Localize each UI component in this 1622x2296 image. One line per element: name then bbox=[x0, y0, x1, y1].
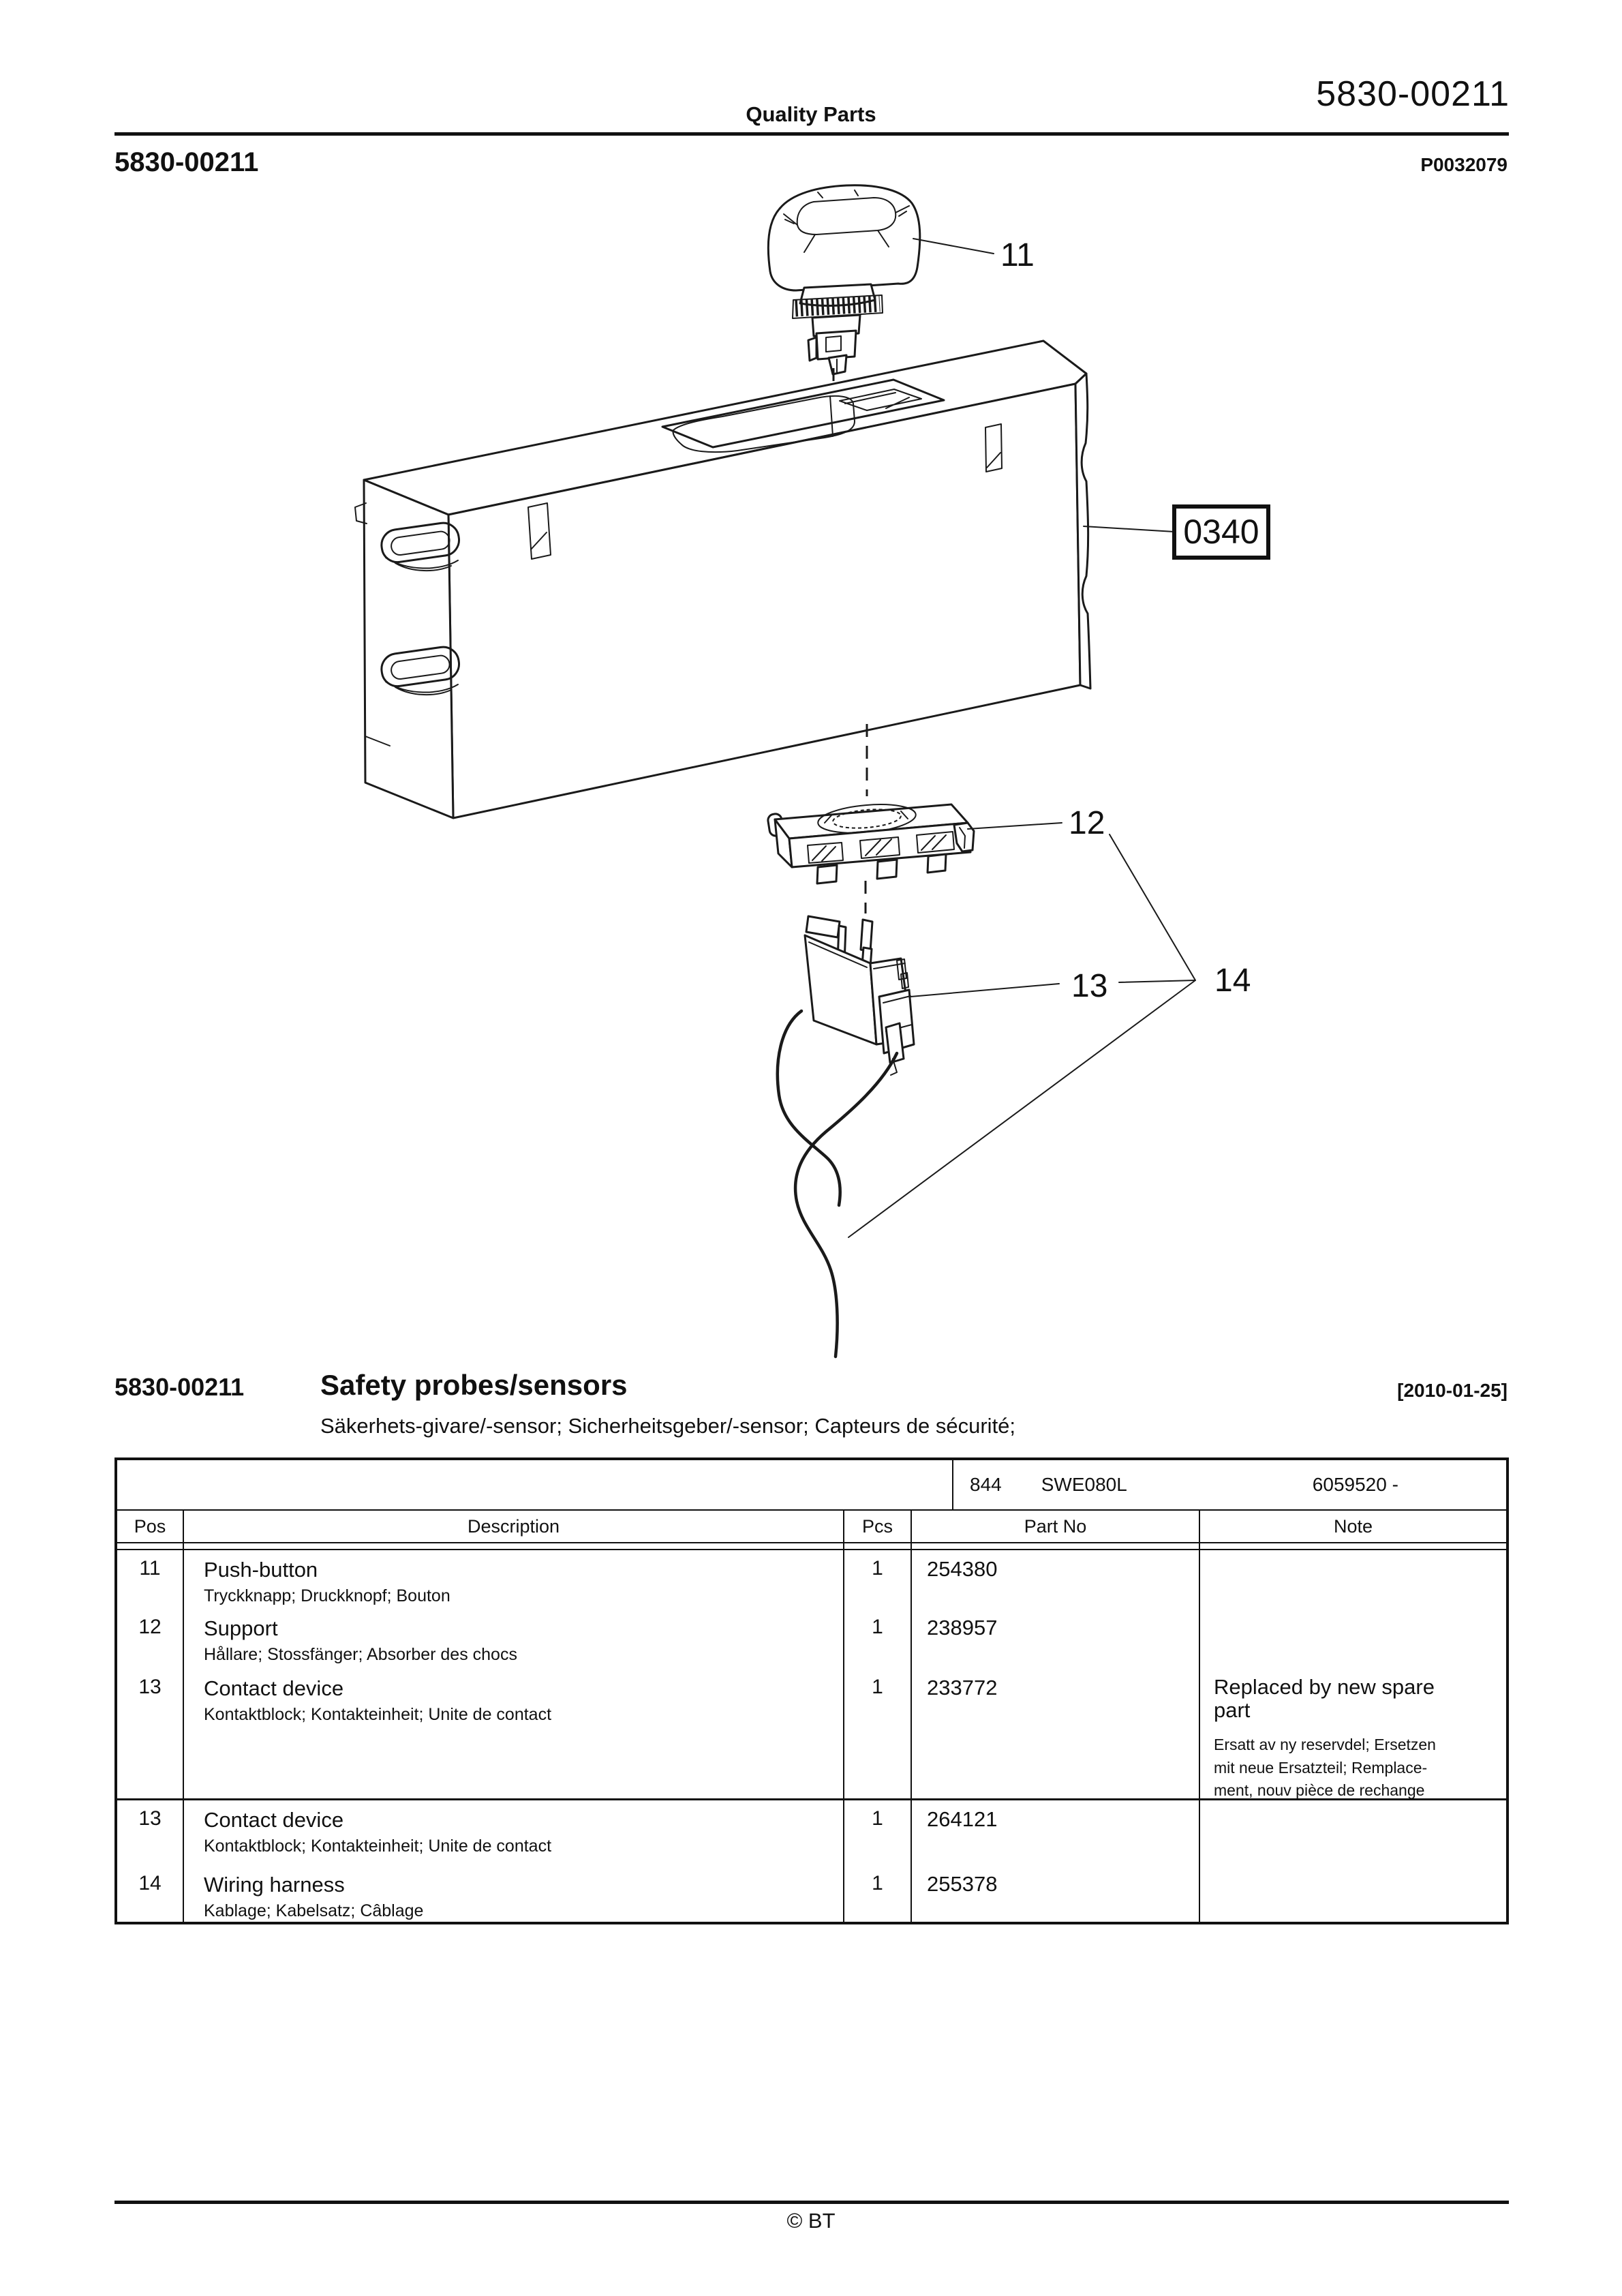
table-row bbox=[117, 1609, 1506, 1669]
note-sub-line: mit neue Ersatzteil; Remplace- bbox=[1214, 1758, 1428, 1777]
push-button-drawing bbox=[768, 185, 919, 374]
table-row bbox=[117, 1800, 1506, 1865]
cell-pos: 13 bbox=[117, 1669, 184, 1802]
description-sub: Tryckknapp; Druckknopf; Bouton bbox=[204, 1586, 450, 1605]
col-header-partno: Part No bbox=[912, 1511, 1200, 1542]
table-row bbox=[117, 1550, 1506, 1609]
contact-device-drawing bbox=[805, 916, 914, 1075]
image-ref: P0032079 bbox=[1420, 154, 1508, 175]
callout-12: 12 bbox=[1069, 805, 1105, 841]
section-title: Safety probes/sensors bbox=[320, 1369, 628, 1401]
note-main: Replaced by new spare part bbox=[1214, 1675, 1435, 1722]
cell-pcs: 1 bbox=[844, 1865, 912, 1922]
frame-ref-box bbox=[1174, 507, 1268, 558]
table-row bbox=[117, 1669, 1506, 1798]
note-sub-line: Ersatt av ny reservdel; Ersetzen bbox=[1214, 1736, 1436, 1753]
table-row bbox=[117, 1865, 1506, 1922]
callout-14: 14 bbox=[1214, 963, 1251, 999]
serial-range: 6059520 - bbox=[1312, 1474, 1398, 1495]
description-main: Push-button bbox=[204, 1558, 318, 1582]
description-main: Contact device bbox=[204, 1676, 344, 1700]
frame-ref-label: 0340 bbox=[1183, 513, 1259, 551]
col-header-description: Description bbox=[184, 1511, 844, 1542]
description-sub: Kontaktblock; Kontakteinheit; Unite de contact bbox=[204, 1837, 552, 1856]
cell-note bbox=[1200, 1609, 1506, 1669]
description-main: Wiring harness bbox=[204, 1873, 345, 1897]
cell-pcs: 1 bbox=[844, 1609, 912, 1669]
header-doc-number: 5830-00211 bbox=[1316, 74, 1510, 114]
cell-pos: 14 bbox=[117, 1865, 184, 1922]
cell-partno: 254380 bbox=[912, 1550, 1200, 1609]
cell-partno: 264121 bbox=[912, 1800, 1200, 1865]
leader-line-0340 bbox=[1084, 526, 1174, 532]
section-subtitle: Säkerhets-givare/-sensor; Sicherheitsgeber/-sensor; Capteurs de sécurité; bbox=[320, 1414, 1016, 1438]
col-header-pos: Pos bbox=[117, 1511, 184, 1542]
col-header-note: Note bbox=[1333, 1515, 1373, 1537]
description-sub: Hållare; Stossfänger; Absorber des chocs bbox=[204, 1645, 517, 1664]
callout-11: 11 bbox=[1000, 237, 1035, 273]
cell-note bbox=[1200, 1550, 1506, 1609]
cell-pos: 13 bbox=[117, 1800, 184, 1865]
cell-pos: 12 bbox=[117, 1609, 184, 1669]
section-id: 5830-00211 bbox=[114, 1373, 245, 1401]
description-main: Contact device bbox=[204, 1808, 344, 1832]
page-id: 5830-00211 bbox=[114, 147, 259, 177]
leader-line-13 bbox=[911, 984, 1059, 997]
cell-description bbox=[184, 1669, 844, 1802]
row-group-1 bbox=[117, 1550, 1506, 1798]
leader-line-12 bbox=[968, 823, 1062, 829]
cell-partno: 233772 bbox=[912, 1669, 1200, 1802]
callout-13: 13 bbox=[1071, 968, 1108, 1004]
cell-description bbox=[184, 1609, 844, 1669]
section-date: [2010-01-25] bbox=[1397, 1380, 1508, 1401]
cell-note bbox=[1200, 1800, 1506, 1865]
description-main: Support bbox=[204, 1616, 278, 1640]
cell-partno: 238957 bbox=[912, 1609, 1200, 1669]
description-sub: Kablage; Kabelsatz; Câblage bbox=[204, 1901, 424, 1920]
description-sub: Kontaktblock; Kontakteinheit; Unite de contact bbox=[204, 1705, 552, 1724]
col-header-pcs: Pcs bbox=[844, 1511, 912, 1542]
footer-rule bbox=[114, 2201, 1509, 2204]
model-band-empty-cell bbox=[117, 1460, 953, 1509]
column-header-row bbox=[117, 1511, 1506, 1543]
cell-partno: 255378 bbox=[912, 1865, 1200, 1922]
header-title: Quality Parts bbox=[746, 102, 876, 126]
cell-note bbox=[1200, 1669, 1506, 1802]
cell-description bbox=[184, 1865, 844, 1922]
note-sub-line: ment, nouv pièce de rechange bbox=[1214, 1781, 1425, 1799]
cell-note bbox=[1200, 1865, 1506, 1922]
cell-pcs: 1 bbox=[844, 1550, 912, 1609]
cell-description bbox=[184, 1800, 844, 1865]
cell-pcs: 1 bbox=[844, 1669, 912, 1802]
support-drawing bbox=[767, 801, 974, 883]
wiring-harness-drawing bbox=[778, 1011, 897, 1357]
model-code: 844 bbox=[970, 1474, 1002, 1495]
model-band bbox=[117, 1460, 1506, 1511]
footer-copyright: © BT bbox=[786, 2209, 836, 2233]
leader-line-11 bbox=[913, 239, 994, 254]
cover-panel-drawing bbox=[355, 341, 1090, 818]
row-group-2 bbox=[117, 1798, 1506, 1922]
cell-pcs: 1 bbox=[844, 1800, 912, 1865]
header-double-rule bbox=[117, 1543, 1506, 1550]
cell-description bbox=[184, 1550, 844, 1609]
note-sub bbox=[1214, 1734, 1506, 1802]
model-name: SWE080L bbox=[1041, 1474, 1127, 1495]
parts-table bbox=[114, 1457, 1509, 1924]
cell-pos: 11 bbox=[117, 1550, 184, 1609]
model-band-info-cell bbox=[953, 1460, 1506, 1509]
